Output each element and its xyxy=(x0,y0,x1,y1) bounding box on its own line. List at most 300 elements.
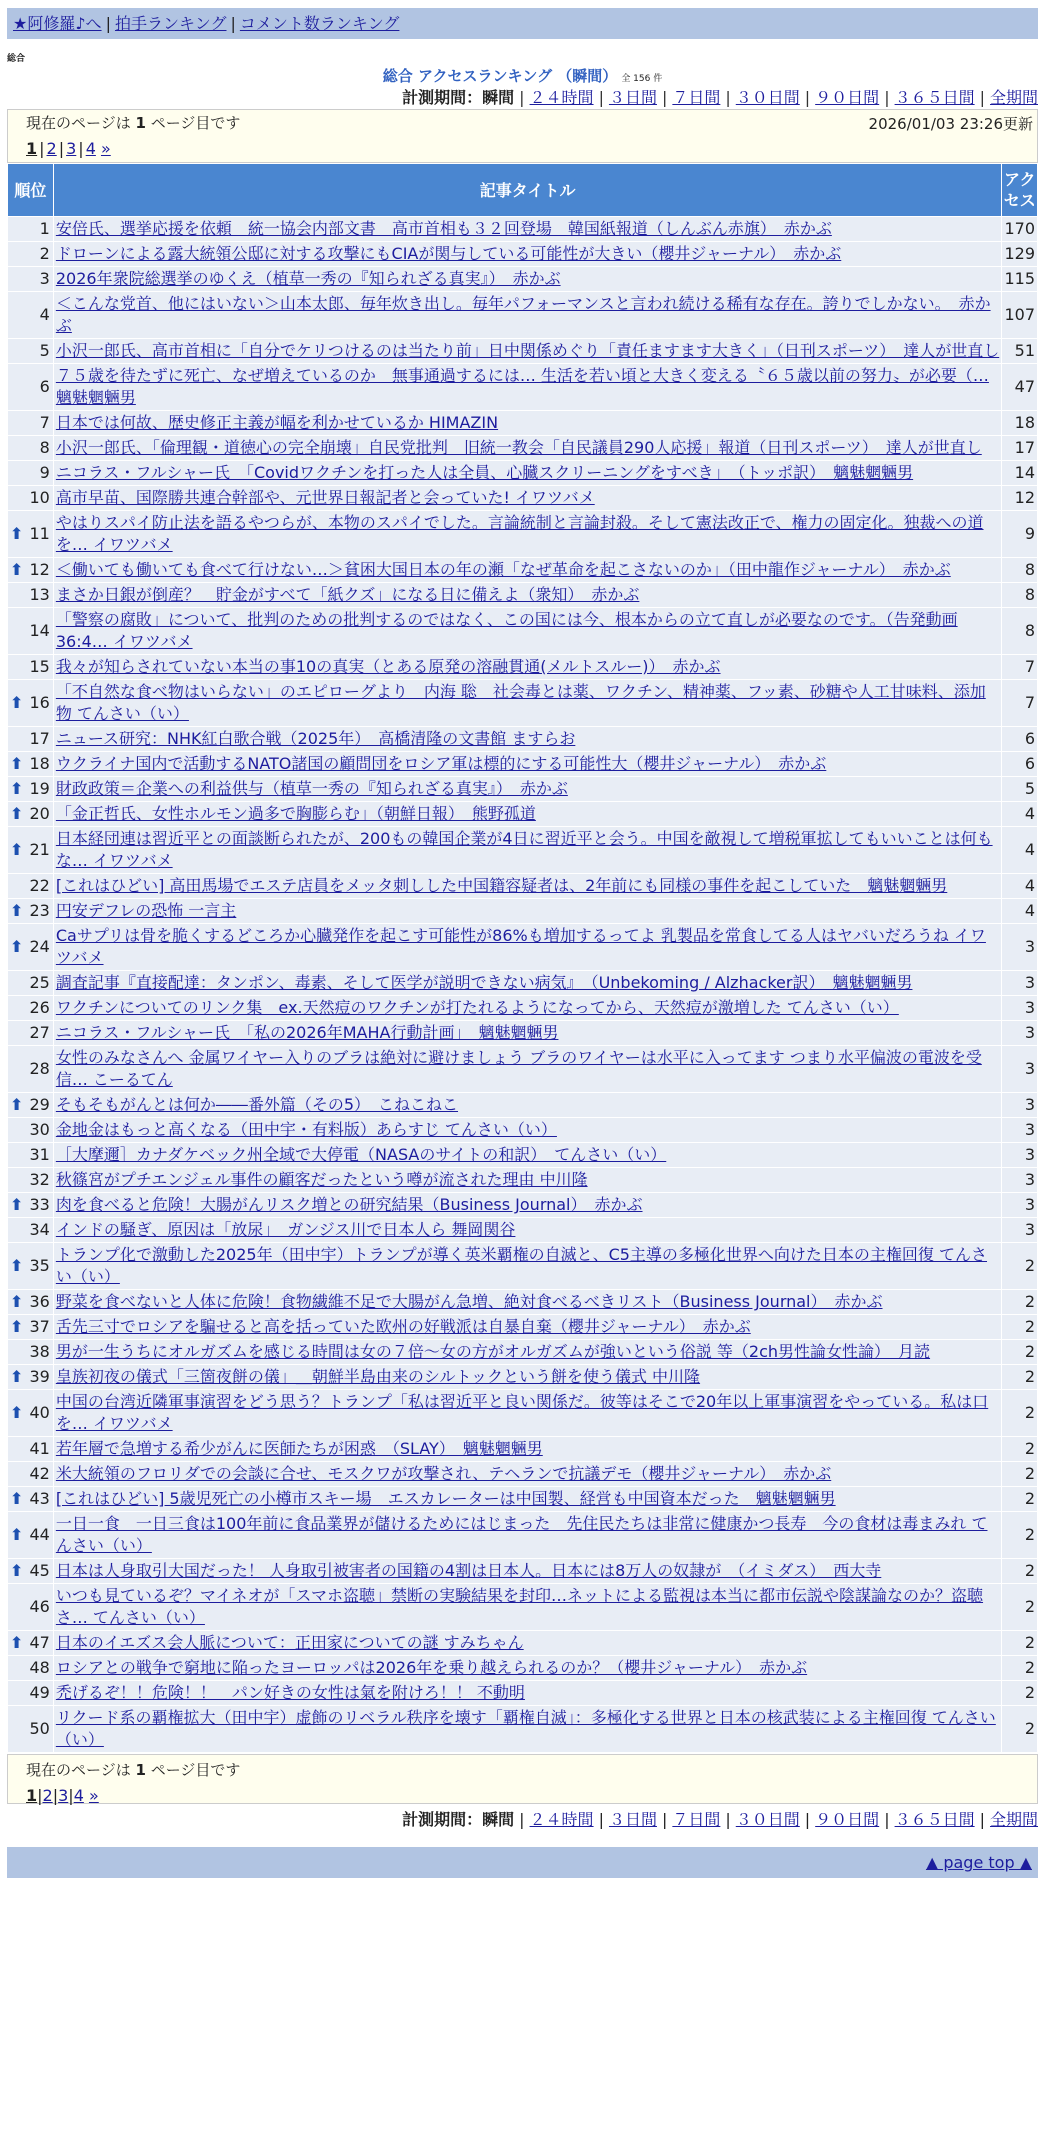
rank-cell xyxy=(8,1437,53,1461)
rank-number: 18 xyxy=(29,754,50,773)
rank-cell xyxy=(8,1315,53,1339)
table-row xyxy=(8,486,1037,510)
page-link[interactable]: 2 xyxy=(46,139,57,158)
rank-cell xyxy=(8,1559,53,1583)
title-cell xyxy=(54,461,1002,485)
access-count: 51 xyxy=(1002,339,1037,363)
article-link[interactable]: 「不自然な食べ物はいらない」のエピローグより 内海 聡 社会毒とは薬、ワクチン、精神薬、フッ素、砂糖や人工甘味料、添加物 てんさい（い） xyxy=(55,682,986,723)
title-cell xyxy=(54,1706,1002,1752)
article-link[interactable]: 舌先三寸でロシアを騙せると高を括っていた欧州の好戦派は自暴自棄（櫻井ジャーナル） 赤かぶ xyxy=(55,1317,751,1336)
article-link[interactable]: 「金正哲氏、女性ホルモン過多で胸膨らむ」（朝鮮日報） 熊野孤道 xyxy=(55,804,536,823)
rank-cell xyxy=(8,339,53,363)
arrow-up-icon: ⬆ xyxy=(10,1292,24,1311)
access-count: 47 xyxy=(1002,364,1037,410)
article-link[interactable]: 日本では何故、歴史修正主義が幅を利かせているか HIMAZIN xyxy=(55,413,499,432)
article-link[interactable]: 金地金はもっと高くなる（田中宇・有料版）あらすじ てんさい（い） xyxy=(55,1120,557,1139)
rank-cell xyxy=(8,1681,53,1705)
table-row xyxy=(8,583,1037,607)
page-heading xyxy=(7,65,1038,87)
article-link[interactable]: Caサプリは骨を脆くするどころか心臓発作を起こす可能性が86%も増加するってよ 乳製品を常食してる人はヤバいだろうね イワツバメ xyxy=(55,926,986,967)
title-cell xyxy=(54,1365,1002,1389)
rank-number: 17 xyxy=(29,729,50,748)
title-cell xyxy=(54,1193,1002,1217)
separator: | xyxy=(804,1810,811,1829)
article-link[interactable]: 皇族初夜の儀式「三箇夜餅の儀」＿朝鮮半島由来のシルトックという餅を使う儀式 中川隆 xyxy=(55,1367,701,1386)
table-row xyxy=(8,1559,1037,1583)
rank-number: 42 xyxy=(29,1464,50,1483)
article-link[interactable]: 調査記事『直接配達：タンポン、毒素、そして医学が説明できない病気』 （Unbekoming / Alzhacker訳） 魑魅魍魎男 xyxy=(55,973,913,992)
rank-number: 30 xyxy=(29,1120,50,1139)
rank-cell xyxy=(8,777,53,801)
article-link[interactable]: 若年層で急増する希少がんに医師たちが困惑 （SLAY） 魑魅魍魎男 xyxy=(55,1439,543,1458)
separator: | xyxy=(105,14,111,33)
article-link[interactable]: 男が一生うちにオルガズムを感じる時間は女の７倍〜女の方がオルガズムが強いという俗説 等（2ch男性論女性論） 月読 xyxy=(55,1342,931,1361)
rank-cell xyxy=(8,1462,53,1486)
period-option[interactable]: ３０日間 xyxy=(735,88,800,107)
rank-number: 13 xyxy=(29,585,50,604)
rank-number: 25 xyxy=(29,973,50,992)
arrow-up-icon: ⬆ xyxy=(10,1367,24,1386)
separator: | xyxy=(37,1786,43,1805)
title-cell xyxy=(54,996,1002,1020)
table-row xyxy=(8,1631,1037,1655)
rank-number: 8 xyxy=(39,438,50,457)
rank-cell xyxy=(8,1143,53,1167)
rank-number: 38 xyxy=(29,1342,50,1361)
access-count: 3 xyxy=(1002,971,1037,995)
arrow-up-icon: ⬆ xyxy=(10,1256,24,1275)
article-link[interactable]: 財政政策＝企業への利益供与（植草一秀の『知られざる真実』） 赤かぶ xyxy=(55,779,568,798)
rank-number: 4 xyxy=(39,305,50,324)
table-row xyxy=(8,1706,1037,1752)
access-count: 7 xyxy=(1002,655,1037,679)
page-top-link[interactable]: ▲ page top ▲ xyxy=(925,1853,1032,1872)
rank-cell xyxy=(8,1487,53,1511)
title-cell xyxy=(54,1143,1002,1167)
page-link[interactable]: 4 xyxy=(73,1786,84,1805)
access-count: 4 xyxy=(1002,827,1037,873)
table-row xyxy=(8,727,1037,751)
next-page-link[interactable]: » xyxy=(100,139,111,158)
access-count: 2 xyxy=(1002,1631,1037,1655)
table-row xyxy=(8,752,1037,776)
arrow-up-icon: ⬆ xyxy=(10,524,24,543)
rank-cell xyxy=(8,1706,53,1752)
access-count: 18 xyxy=(1002,411,1037,435)
access-count: 8 xyxy=(1002,583,1037,607)
article-link[interactable]: 中国の台湾近隣軍事演習をどう思う？トランプ「私は習近平と良い関係だ。彼等はそこで20年以上軍事演習をやっている。私は口を… イワツバメ xyxy=(55,1392,989,1433)
period-option[interactable]: ２４時間 xyxy=(529,88,594,107)
current-page-number: 1 xyxy=(135,114,146,132)
article-link[interactable]: 小沢一郎氏、「倫理観・道徳心の完全崩壊」自民党批判 旧統一教会「自民議員290人応援」報道（日刊スポーツ） 達人が世直し xyxy=(55,438,982,457)
access-count: 2 xyxy=(1002,1706,1037,1752)
page-link[interactable]: 3 xyxy=(66,139,77,158)
title-cell xyxy=(54,486,1002,510)
arrow-up-icon: ⬆ xyxy=(10,1633,24,1652)
table-row xyxy=(8,436,1037,460)
arrow-up-icon: ⬆ xyxy=(10,1525,24,1544)
page-link[interactable]: 4 xyxy=(85,139,96,158)
top-navigation-bar xyxy=(7,8,1038,39)
rank-number: 20 xyxy=(29,804,50,823)
separator: | xyxy=(661,1810,668,1829)
access-count: 2 xyxy=(1002,1559,1037,1583)
title-cell xyxy=(54,1437,1002,1461)
article-link[interactable]: ワクチンについてのリンク集 ex.天然痘のワクチンが打たれるようになってから、天然痘が激増した てんさい（い） xyxy=(55,998,899,1017)
rank-number: 45 xyxy=(29,1561,50,1580)
title-cell xyxy=(54,267,1002,291)
rank-cell xyxy=(8,1168,53,1192)
article-link[interactable]: 日本は人身取引大国だった！ 人身取引被害者の国籍の4割は日本人。日本には8万人の奴隷が （イミダス） 西大寺 xyxy=(55,1561,882,1580)
current-page-suffix: ページ目です xyxy=(150,1761,241,1779)
arrow-up-icon: ⬆ xyxy=(10,1095,24,1114)
access-count: 4 xyxy=(1002,899,1037,923)
arrow-up-icon: ⬆ xyxy=(10,1561,24,1580)
title-cell xyxy=(54,1512,1002,1558)
period-option[interactable]: ７日間 xyxy=(672,88,721,107)
page-link[interactable]: 3 xyxy=(58,1786,69,1805)
rank-number: 44 xyxy=(29,1525,50,1544)
table-row xyxy=(8,1390,1037,1436)
table-row xyxy=(8,1243,1037,1289)
access-count: 4 xyxy=(1002,874,1037,898)
access-count: 3 xyxy=(1002,924,1037,970)
rank-cell xyxy=(8,242,53,266)
period-label: 計測期間： xyxy=(402,1810,483,1829)
rank-cell xyxy=(8,655,53,679)
rank-cell xyxy=(8,1093,53,1117)
current-page-label: 現在のページは xyxy=(26,114,131,132)
rank-number: 50 xyxy=(29,1719,50,1738)
access-count: 2 xyxy=(1002,1340,1037,1364)
bottom-bar xyxy=(7,1847,1038,1878)
arrow-up-icon: ⬆ xyxy=(10,693,24,712)
table-row xyxy=(8,1093,1037,1117)
access-count: 3 xyxy=(1002,996,1037,1020)
article-link[interactable]: 日本経団連は習近平との面談断られたが、200もの韓国企業が4日に習近平と会う。中国を敵視して増税軍拡してもいいことは何もな… イワツバメ xyxy=(55,829,993,870)
title-cell xyxy=(54,411,1002,435)
access-count: 107 xyxy=(1002,292,1037,338)
table-row xyxy=(8,364,1037,410)
table-row xyxy=(8,1046,1037,1092)
article-link[interactable]: ドローンによる露大統領公邸に対する攻撃にもCIAが関与している可能性が大きい（櫻井ジャーナル） 赤かぶ xyxy=(55,244,842,263)
article-link[interactable]: 禿げるぞ！！危険！！ パン好きの女性は氣を附けろ！！ 不動明 xyxy=(55,1683,525,1702)
title-cell xyxy=(54,292,1002,338)
table-row xyxy=(8,899,1037,923)
rank-cell xyxy=(8,511,53,557)
article-link[interactable]: 我々が知らされていない本当の事10の真実（とある原発の溶融貫通(メルトスルー)） 赤かぶ xyxy=(55,657,721,676)
separator: | xyxy=(884,1810,890,1829)
rank-number: 5 xyxy=(39,341,50,360)
rank-number: 16 xyxy=(29,693,50,712)
rank-cell xyxy=(8,996,53,1020)
access-count: 3 xyxy=(1002,1193,1037,1217)
ranking-rows xyxy=(8,217,1037,1752)
title-cell xyxy=(54,899,1002,923)
title-cell xyxy=(54,777,1002,801)
title-cell xyxy=(54,242,1002,266)
article-link[interactable]: ニコラス・フルシャー氏 「私の2026年MAHA行動計画」 魑魅魍魎男 xyxy=(55,1023,559,1042)
table-row xyxy=(8,511,1037,557)
access-count: 5 xyxy=(1002,777,1037,801)
separator: | xyxy=(598,88,604,107)
rank-number: 3 xyxy=(39,269,50,288)
title-cell xyxy=(54,802,1002,826)
table-row xyxy=(8,217,1037,241)
article-link[interactable]: [これはひどい] 5歳児死亡の小樽市スキー場 エスカレーターは中国製、経営も中国資本だった 魑魅魍魎男 xyxy=(55,1489,836,1508)
access-count: 2 xyxy=(1002,1243,1037,1289)
period-selector-bottom xyxy=(7,1809,1038,1831)
title-cell xyxy=(54,558,1002,582)
rank-number: 46 xyxy=(29,1597,50,1616)
rank-number: 43 xyxy=(29,1489,50,1508)
rank-number: 33 xyxy=(29,1195,50,1214)
period-option[interactable]: ９０日間 xyxy=(815,88,880,107)
current-page-text-bottom xyxy=(26,1759,1037,1780)
arrow-up-icon: ⬆ xyxy=(10,804,24,823)
separator: | xyxy=(68,1786,74,1805)
table-row xyxy=(8,339,1037,363)
rank-cell xyxy=(8,1656,53,1680)
arrow-up-icon: ⬆ xyxy=(10,1489,24,1508)
rank-number: 23 xyxy=(29,901,50,920)
separator: | xyxy=(804,88,811,107)
rank-number: 27 xyxy=(29,1023,50,1042)
comment-ranking-link[interactable]: コメント数ランキング xyxy=(239,14,400,33)
arrow-up-icon: ⬆ xyxy=(10,937,24,956)
page-links-bottom xyxy=(26,1786,1037,1805)
home-link[interactable]: ★阿修羅♪へ xyxy=(13,14,102,33)
page-link-current: 1 xyxy=(26,1786,38,1805)
rank-number: 29 xyxy=(29,1095,50,1114)
table-row xyxy=(8,1143,1037,1167)
access-count: 3 xyxy=(1002,1143,1037,1167)
rank-number: 41 xyxy=(29,1439,50,1458)
article-link[interactable]: 秋篠宮がプチエンジェル事件の顧客だったという噂が流された理由 中川隆 xyxy=(55,1170,588,1189)
article-link[interactable]: ロシアとの戦争で窮地に陥ったヨーロッパは2026年を乗り越えられるのか？（櫻井ジャーナル） 赤かぶ xyxy=(55,1658,808,1677)
period-option[interactable]: ３６５日間 xyxy=(894,1810,975,1829)
rank-number: 6 xyxy=(39,377,50,396)
access-count: 14 xyxy=(1002,461,1037,485)
article-link[interactable]: 日本のイエズス会人脈について：正田家についての謎 すみちゃん xyxy=(55,1633,524,1652)
arrow-up-icon: ⬆ xyxy=(10,840,24,859)
article-link[interactable]: 安倍氏、選挙応援を依頼 統一協会内部文書 高市首相も３２回登場 韓国紙報道（しんぶん赤旗） 赤かぶ xyxy=(55,219,832,238)
period-option[interactable]: ３日間 xyxy=(608,1810,657,1829)
access-count: 170 xyxy=(1002,217,1037,241)
rank-cell xyxy=(8,924,53,970)
separator: | xyxy=(725,1810,731,1829)
arrow-up-icon: ⬆ xyxy=(10,1195,24,1214)
access-count: 4 xyxy=(1002,802,1037,826)
table-row xyxy=(8,1656,1037,1680)
title-cell xyxy=(54,1340,1002,1364)
current-page-label: 現在のページは xyxy=(26,1761,131,1779)
rank-number: 28 xyxy=(29,1059,50,1078)
rank-header: 順位 xyxy=(8,164,53,216)
period-option[interactable]: ３日間 xyxy=(608,88,657,107)
separator: | xyxy=(979,1810,985,1829)
page-title: 総合 アクセスランキング （瞬間） xyxy=(382,67,618,85)
access-count: 6 xyxy=(1002,752,1037,776)
title-cell xyxy=(54,1462,1002,1486)
article-link[interactable]: そもそもがんとは何か――番外篇（その5） こねこねこ xyxy=(55,1095,459,1114)
clap-ranking-link[interactable]: 拍手ランキング xyxy=(114,14,227,33)
table-header-row xyxy=(8,164,1037,216)
title-cell xyxy=(54,364,1002,410)
access-count: 3 xyxy=(1002,1021,1037,1045)
access-count: 2 xyxy=(1002,1390,1037,1436)
article-link[interactable]: ニコラス・フルシャー氏 「Covidワクチンを打った人は全員、心臓スクリーニングをすべき」 （トッポ訳） 魑魅魍魎男 xyxy=(55,463,914,482)
title-cell xyxy=(54,217,1002,241)
article-link[interactable]: 小沢一郎氏、高市首相に「自分でケリつけるのは当たり前」日中関係めぐり「責任ますます大きく」（日刊スポーツ） 達人が世直し xyxy=(55,341,1000,360)
rank-number: 48 xyxy=(29,1658,50,1677)
title-cell xyxy=(54,1631,1002,1655)
article-link[interactable]: トランプ化で激動した2025年（田中宇）トランプが導く英米覇権の自滅と、C5主導の多極化世界へ向けた日本の主権回復 てんさい（い） xyxy=(55,1245,988,1286)
access-count: 8 xyxy=(1002,558,1037,582)
period-option[interactable]: ７日間 xyxy=(672,1810,721,1829)
title-cell xyxy=(54,924,1002,970)
title-cell xyxy=(54,436,1002,460)
rank-cell xyxy=(8,1512,53,1558)
period-option[interactable]: ３０日間 xyxy=(735,1810,800,1829)
table-row xyxy=(8,1365,1037,1389)
table-row xyxy=(8,874,1037,898)
title-cell xyxy=(54,1093,1002,1117)
title-cell xyxy=(54,1487,1002,1511)
rank-cell xyxy=(8,267,53,291)
article-link[interactable]: まさか日銀が倒産？ 貯金がすべて「紙クズ」になる日に備えよ（衆知） 赤かぶ xyxy=(55,585,640,604)
article-link[interactable]: [これはひどい] 高田馬場でエステ店員をメッタ刺しした中国籍容疑者は、2年前にも同様の事件を起こしていた 魑魅魍魎男 xyxy=(55,876,948,895)
access-count: 2 xyxy=(1002,1512,1037,1558)
page-links xyxy=(26,139,1037,158)
period-selector-top xyxy=(7,87,1038,109)
category-label: 総合 xyxy=(7,54,26,64)
access-count: 2 xyxy=(1002,1487,1037,1511)
rank-number: 14 xyxy=(29,621,50,640)
article-link[interactable]: 2026年衆院総選挙のゆくえ（植草一秀の『知られざる真実』） 赤かぶ xyxy=(55,269,561,288)
period-label: 計測期間： xyxy=(402,88,483,107)
table-row xyxy=(8,292,1037,338)
rank-number: 7 xyxy=(39,413,50,432)
table-row xyxy=(8,1118,1037,1142)
title-cell xyxy=(54,1681,1002,1705)
article-link[interactable]: 「警察の腐敗」について、批判のための批判するのではなく、この国には今、根本からの立て直しが必要なのです。（告発動画36:4… イワツバメ xyxy=(55,610,958,651)
rank-cell xyxy=(8,802,53,826)
rank-number: 31 xyxy=(29,1145,50,1164)
article-link[interactable]: 野菜を食べないと人体に危険！食物繊維不足で大腸がん急増、絶対食べるべきリスト（Business Journal） 赤かぶ xyxy=(55,1292,883,1311)
title-cell xyxy=(54,1118,1002,1142)
period-option[interactable]: ９０日間 xyxy=(815,1810,880,1829)
rank-number: 47 xyxy=(29,1633,50,1652)
article-link[interactable]: 米大統領のフロリダでの会談に合せ、モスクワが攻撃され、テヘランで抗議デモ（櫻井ジャーナル） 赤かぶ xyxy=(55,1464,832,1483)
article-link[interactable]: ＜こんな党首、他にはいない＞山本太郎、毎年炊き出し。毎年パフォーマンスと言われ続ける稀有な存在。誇りでしかない。 赤かぶ xyxy=(55,294,991,335)
pagination-bottom xyxy=(7,1754,1038,1804)
article-link[interactable]: いつも見ているぞ？マイネオが「スマホ盗聴」禁断の実験結果を封印…ネットによる監視は本当に都市伝説や陰謀論なのか？盗聴さ… てんさい（い） xyxy=(55,1586,984,1627)
title-cell xyxy=(54,1021,1002,1045)
title-cell xyxy=(54,608,1002,654)
arrow-up-icon: ⬆ xyxy=(10,1403,24,1422)
title-cell xyxy=(54,727,1002,751)
rank-cell xyxy=(8,558,53,582)
rank-cell xyxy=(8,436,53,460)
article-link[interactable]: 女性のみなさんへ 金属ワイヤー入りのブラは絶対に避けましょう ブラのワイヤーは水平に入ってます つまり水平偏波の電波を受信… こーるてん xyxy=(55,1048,982,1089)
table-row xyxy=(8,996,1037,1020)
access-count: 17 xyxy=(1002,436,1037,460)
article-link[interactable]: 一日一食 一日三食は100年前に食品業界が儲けるためにはじまった 先住民たちは非常に健康かつ長寿 今の食材は毒まみれ てんさい（い） xyxy=(55,1514,988,1555)
access-count: 7 xyxy=(1002,680,1037,726)
rank-cell xyxy=(8,608,53,654)
article-link[interactable]: ７５歳を待たずに死亡、なぜ増えているのか 無事通過するには… 生活を若い頃と大きく変える〝６５歳以前の努力〟が必要（… 魑魅魍魎男 xyxy=(55,366,989,407)
article-link[interactable]: ニュース研究：NHK紅白歌合戦（2025年） 高橋清隆の文書館 ますらお xyxy=(55,729,576,748)
rank-cell xyxy=(8,899,53,923)
article-link[interactable]: リクード系の覇権拡大（田中宇）虚飾のリベラル秩序を壊す「覇権自滅」：多極化する世界と日本の核武装による主権回復 てんさい（い） xyxy=(55,1708,996,1749)
table-row xyxy=(8,1681,1037,1705)
rank-cell xyxy=(8,1290,53,1314)
title-cell xyxy=(54,1584,1002,1630)
arrow-up-icon: ⬆ xyxy=(10,1317,24,1336)
article-link[interactable]: 高市早苗、国際勝共連合幹部や、元世界日報記者と会っていた! イワツバメ xyxy=(55,488,595,507)
rank-number: 11 xyxy=(29,524,50,543)
table-row xyxy=(8,1021,1037,1045)
rank-number: 22 xyxy=(29,876,50,895)
table-row xyxy=(8,924,1037,970)
rank-cell xyxy=(8,1390,53,1436)
access-count: 2 xyxy=(1002,1365,1037,1389)
article-link[interactable]: ウクライナ国内で活動するNATO諸国の顧問団をロシア軍は標的にする可能性大（櫻井ジャーナル） 赤かぶ xyxy=(55,754,827,773)
rank-number: 19 xyxy=(29,779,50,798)
article-link[interactable]: ［大摩邇］カナダケベック州全域で大停電（NASAのサイトの和訳） てんさい（い） xyxy=(55,1145,667,1164)
arrow-up-icon: ⬆ xyxy=(10,754,24,773)
separator: | xyxy=(598,1810,604,1829)
title-header: 記事タイトル xyxy=(54,164,1002,216)
rank-cell xyxy=(8,1021,53,1045)
article-link[interactable]: やはりスパイ防止法を語るやつらが、本物のスパイでした。言論統制と言論封殺。そして憲法改正で、権力の固定化。独裁への道を… イワツバメ xyxy=(55,513,984,554)
access-count: 2 xyxy=(1002,1315,1037,1339)
rank-number: 9 xyxy=(39,463,50,482)
rank-cell xyxy=(8,411,53,435)
rank-cell xyxy=(8,727,53,751)
title-cell xyxy=(54,971,1002,995)
access-count: 9 xyxy=(1002,511,1037,557)
period-option[interactable]: 全期間 xyxy=(989,1810,1038,1829)
table-row xyxy=(8,971,1037,995)
rank-cell xyxy=(8,1365,53,1389)
period-option[interactable]: 全期間 xyxy=(989,88,1038,107)
access-count: 2 xyxy=(1002,1462,1037,1486)
next-page-link[interactable]: » xyxy=(88,1786,99,1805)
article-link[interactable]: インドの騒ぎ、原因は「放尿」 ガンジス川で日本人ら 舞岡関谷 xyxy=(55,1220,516,1239)
rank-number: 39 xyxy=(29,1367,50,1386)
page-link[interactable]: 2 xyxy=(42,1786,53,1805)
rank-cell xyxy=(8,1340,53,1364)
title-cell xyxy=(54,1390,1002,1436)
rank-cell xyxy=(8,292,53,338)
table-row xyxy=(8,1315,1037,1339)
title-cell xyxy=(54,680,1002,726)
rank-number: 36 xyxy=(29,1292,50,1311)
rank-number: 40 xyxy=(29,1403,50,1422)
article-link[interactable]: ＜働いても働いても食べて行けない…＞貧困大国日本の年の瀬「なぜ革命を起こさないのか」（田中龍作ジャーナル） 赤かぶ xyxy=(55,560,951,579)
rank-cell xyxy=(8,364,53,410)
article-link[interactable]: 肉を食べると危険！大腸がんリスク増との研究結果（Business Journal） 赤かぶ xyxy=(55,1195,643,1214)
rank-number: 32 xyxy=(29,1170,50,1189)
rank-cell xyxy=(8,971,53,995)
article-link[interactable]: 円安デフレの恐怖 一言主 xyxy=(55,901,237,920)
access-count: 6 xyxy=(1002,727,1037,751)
table-row xyxy=(8,1584,1037,1630)
period-option[interactable]: ３６５日間 xyxy=(894,88,975,107)
period-option[interactable]: ２４時間 xyxy=(529,1810,594,1829)
